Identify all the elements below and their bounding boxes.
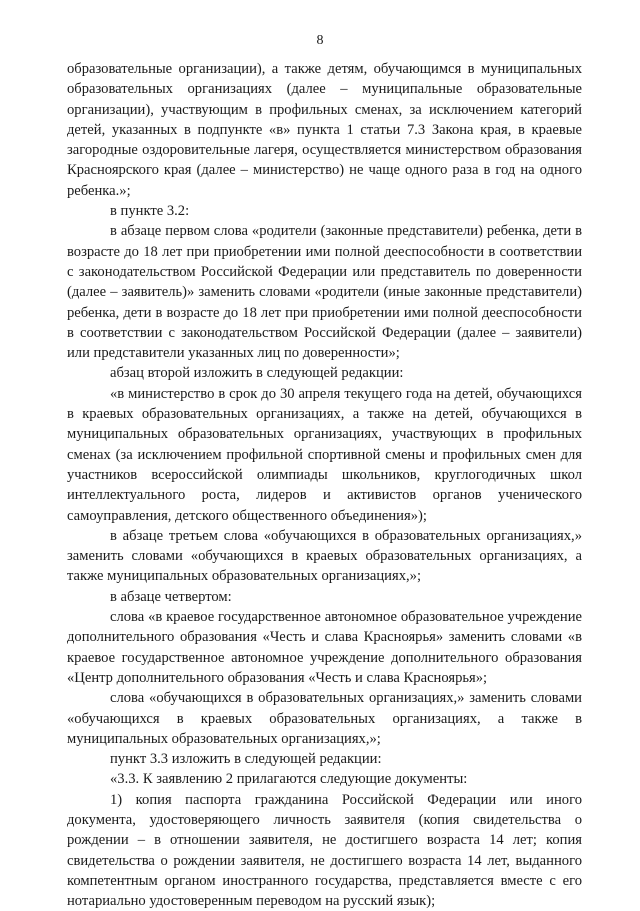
paragraph: «3.3. К заявлению 2 прилагаются следующие документы: [110, 771, 468, 788]
document-body [67, 59, 582, 911]
paragraph: 1) копия паспорта гражданина Российской Федерации или иного документа, удостоверяющего личность заявителя (копия свидетельства о рождении – в отношении заявителя, не достигшего возраста 14 лет; копия свидетельства о рождении заявителя, не достигшего возраста 14 лет, выданного компетентным органом иностранного государства, представляется вместе с его нотариально удостоверенным переводом на русский язык); [67, 791, 582, 910]
paragraph: «в министерство в срок до 30 апреля текущего года на детей, обучающихся в краевых образовательных организациях, а также на детей, обучающихся в муниципальных образовательных организациях, участвующих в профильных сменах (за исключением профильной спортивной смены и профильных смен для участников всероссийской олимпиады школьников, круглогодичных школ интеллектуального роста, лидеров и активистов органов ученического самоуправления, детского общественного объединения»); [67, 385, 582, 524]
paragraph: в пункте 3.2: [110, 203, 190, 220]
paragraph: образовательные организации), а также детям, обучающимся в муниципальных образовательных организациях (далее – муниципальные образовательные организации), участвующим в профильных сменах, за исключением категорий детей, указанных в подпункте «в» пункта 1 статьи 7.3 Закона края, в краевые загородные оздоровительные лагеря, осуществляется министерством образования Красноярского края (далее – министерство) не чаще одного раза в год на одного ребенка.»; [67, 61, 582, 199]
paragraph: в абзаце третьем слова «обучающихся в образовательных организациях,» заменить словами «обучающихся в краевых образовательных организациях, а также муниципальных образовательных организациях,»; [67, 527, 582, 585]
paragraph: в абзаце первом слова «родители (законные представители) ребенка, дети в возрасте до 18 лет при приобретении ими полной дееспособности в соответствии с законодательством Российской Федерации или представитель по доверенности (далее – заявитель)» заменить словами «родители (иные законные представители) ребенка, дети в возрасте до 18 лет при приобретении ими полной дееспособности в соответствии с законодательством Российской Федерации (далее – заявители) или представители указанных лиц по доверенности»; [67, 223, 582, 362]
paragraph: абзац второй изложить в следующей редакции: [110, 365, 404, 382]
page-number: 8 [316, 33, 324, 48]
paragraph: в абзаце четвертом: [110, 588, 232, 605]
paragraph: пункт 3.3 изложить в следующей редакции: [110, 751, 382, 768]
paragraph: слова «обучающихся в образовательных организациях,» заменить словами «обучающихся в краевых образовательных организациях, а также в муниципальных образовательных организациях,»; [67, 690, 582, 747]
paragraph: слова «в краевое государственное автономное образовательное учреждение дополнительного образования «Честь и слава Красноярья» заменить словами «в краевое государственное автономное учреждение дополнительного образования «Центр дополнительного образования «Честь и слава Красноярья»; [67, 609, 582, 686]
